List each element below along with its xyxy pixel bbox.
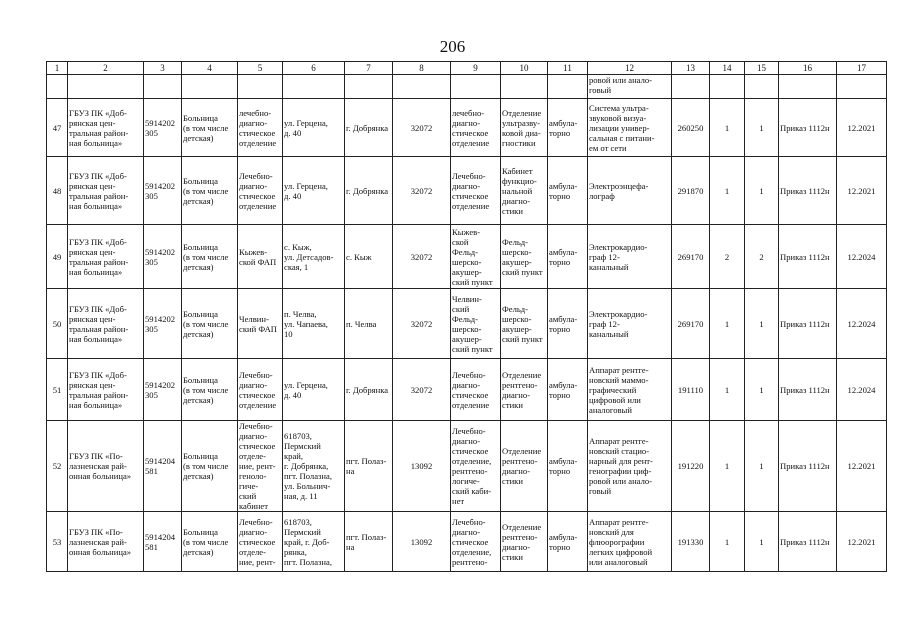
oktmo-code-cell: 13092 bbox=[393, 421, 451, 512]
column-header: 1 bbox=[47, 62, 68, 75]
organization-code-cell: 5914202 305 bbox=[144, 289, 182, 359]
department-cell: Лечебно- диагно- стическое отделение bbox=[238, 157, 283, 225]
settlement-cell: г. Добрянка bbox=[345, 99, 393, 157]
regulation-order-cell: Приказ 1112н bbox=[779, 421, 837, 512]
column-header: 8 bbox=[393, 62, 451, 75]
column-header: 15 bbox=[745, 62, 779, 75]
row-number-cell: 49 bbox=[47, 225, 68, 289]
structural-unit-cell: Кыжев- ской Фельд- шерско- акушер- ский пункт bbox=[451, 225, 501, 289]
organization-name-cell: ГБУЗ ПК «Доб- рянская цен- тральная район- ная больница» bbox=[68, 359, 144, 421]
delivery-date-cell: 12.2024 bbox=[837, 359, 887, 421]
equipment-name-cell: Аппарат рентге- новский стацио- нарный для рент- генографии циф- ровой или анало- говый bbox=[588, 421, 672, 512]
column-header: 9 bbox=[451, 62, 501, 75]
department-cell: Лечебно- диагно- стическое отделение bbox=[238, 359, 283, 421]
quantity-planned-cell: 1 bbox=[745, 512, 779, 572]
column-header: 14 bbox=[710, 62, 745, 75]
structural-unit-cell: Лечебно- диагно- стическое отделение bbox=[451, 157, 501, 225]
row-number-cell: 50 bbox=[47, 289, 68, 359]
table-row bbox=[47, 512, 887, 572]
organization-code-cell: 5914204 581 bbox=[144, 512, 182, 572]
quantity-required-cell: 1 bbox=[710, 157, 745, 225]
row-number-cell: 48 bbox=[47, 157, 68, 225]
equipment-code-cell: 191110 bbox=[672, 359, 710, 421]
table-row bbox=[47, 359, 887, 421]
structural-unit-cell: Челвин- ский Фельд- шерско- акушер- ский пункт bbox=[451, 289, 501, 359]
table-row bbox=[47, 421, 887, 512]
row-number-cell: 53 bbox=[47, 512, 68, 572]
oktmo-code-cell: 32072 bbox=[393, 359, 451, 421]
settlement-cell: г. Добрянка bbox=[345, 157, 393, 225]
quantity-planned-cell: 1 bbox=[745, 99, 779, 157]
continuation-equipment-text: ровой или анало- говый bbox=[588, 75, 672, 99]
facility-type-cell: Больница (в том числе детская) bbox=[182, 157, 238, 225]
oktmo-code-cell: 13092 bbox=[393, 512, 451, 572]
organization-code-cell: 5914202 305 bbox=[144, 225, 182, 289]
organization-code-cell: 5914204 581 bbox=[144, 421, 182, 512]
quantity-required-cell: 1 bbox=[710, 359, 745, 421]
equipment-code-cell: 269170 bbox=[672, 225, 710, 289]
row-number-cell: 47 bbox=[47, 99, 68, 157]
equipment-code-cell: 191220 bbox=[672, 421, 710, 512]
organization-code-cell: 5914202 305 bbox=[144, 99, 182, 157]
quantity-required-cell: 1 bbox=[710, 289, 745, 359]
department-cell: Кыжев- ской ФАП bbox=[238, 225, 283, 289]
oktmo-code-cell: 32072 bbox=[393, 289, 451, 359]
column-header: 4 bbox=[182, 62, 238, 75]
quantity-planned-cell: 1 bbox=[745, 421, 779, 512]
equipment-name-cell: Система ультра- звуковой визуа- лизации универ- сальная с питани- ем от сети bbox=[588, 99, 672, 157]
continuation-row bbox=[47, 75, 887, 99]
regulation-order-cell: Приказ 1112н bbox=[779, 157, 837, 225]
column-header-row bbox=[47, 62, 887, 75]
column-header: 17 bbox=[837, 62, 887, 75]
quantity-planned-cell: 1 bbox=[745, 157, 779, 225]
sub-unit-cell: Фельд- шерско- акушер- ский пункт bbox=[501, 289, 548, 359]
sub-unit-cell: Отделение рентгено- диагно- стики bbox=[501, 359, 548, 421]
organization-name-cell: ГБУЗ ПК «Доб- рянская цен- тральная район- ная больница» bbox=[68, 289, 144, 359]
column-header: 12 bbox=[588, 62, 672, 75]
care-form-cell: амбула- торно bbox=[548, 421, 588, 512]
facility-type-cell: Больница (в том числе детская) bbox=[182, 289, 238, 359]
organization-name-cell: ГБУЗ ПК «Доб- рянская цен- тральная район- ная больница» bbox=[68, 225, 144, 289]
department-cell: Лечебно- диагно- стическое отделе- ние, рент- bbox=[238, 512, 283, 572]
delivery-date-cell: 12.2021 bbox=[837, 99, 887, 157]
table-row bbox=[47, 225, 887, 289]
department-cell: Челвин- ский ФАП bbox=[238, 289, 283, 359]
care-form-cell: амбула- торно bbox=[548, 157, 588, 225]
oktmo-code-cell: 32072 bbox=[393, 225, 451, 289]
regulation-order-cell: Приказ 1112н bbox=[779, 289, 837, 359]
column-header: 13 bbox=[672, 62, 710, 75]
equipment-name-cell: Электрокардио- граф 12- канальный bbox=[588, 225, 672, 289]
table-row bbox=[47, 157, 887, 225]
delivery-date-cell: 12.2024 bbox=[837, 225, 887, 289]
address-cell: ул. Герцена, д. 40 bbox=[283, 359, 345, 421]
equipment-name-cell: Аппарат рентге- новский для флюорографии легких цифровой или аналоговый bbox=[588, 512, 672, 572]
organization-name-cell: ГБУЗ ПК «Доб- рянская цен- тральная район- ная больница» bbox=[68, 99, 144, 157]
address-cell: ул. Герцена, д. 40 bbox=[283, 99, 345, 157]
quantity-planned-cell: 1 bbox=[745, 289, 779, 359]
column-header: 11 bbox=[548, 62, 588, 75]
care-form-cell: амбула- торно bbox=[548, 359, 588, 421]
facility-type-cell: Больница (в том числе детская) bbox=[182, 225, 238, 289]
column-header: 16 bbox=[779, 62, 837, 75]
facility-type-cell: Больница (в том числе детская) bbox=[182, 359, 238, 421]
organization-name-cell: ГБУЗ ПК «По- лазненская рай- онная больница» bbox=[68, 512, 144, 572]
facility-type-cell: Больница (в том числе детская) bbox=[182, 512, 238, 572]
structural-unit-cell: Лечебно- диагно- стическое отделение bbox=[451, 359, 501, 421]
delivery-date-cell: 12.2021 bbox=[837, 157, 887, 225]
equipment-table bbox=[46, 61, 887, 572]
sub-unit-cell: Отделение рентгено- диагно- стики bbox=[501, 512, 548, 572]
column-header: 5 bbox=[238, 62, 283, 75]
settlement-cell: г. Добрянка bbox=[345, 359, 393, 421]
regulation-order-cell: Приказ 1112н bbox=[779, 359, 837, 421]
oktmo-code-cell: 32072 bbox=[393, 99, 451, 157]
address-cell: 618703, Пермский край, г. Добрянка, пгт. Полазна, ул. Больнич- ная, д. 11 bbox=[283, 421, 345, 512]
equipment-code-cell: 191330 bbox=[672, 512, 710, 572]
department-cell: лечебно- диагно- стическое отделение bbox=[238, 99, 283, 157]
regulation-order-cell: Приказ 1112н bbox=[779, 99, 837, 157]
quantity-required-cell: 1 bbox=[710, 421, 745, 512]
address-cell: п. Челва, ул. Чапаева, 10 bbox=[283, 289, 345, 359]
column-header: 10 bbox=[501, 62, 548, 75]
delivery-date-cell: 12.2024 bbox=[837, 289, 887, 359]
facility-type-cell: Больница (в том числе детская) bbox=[182, 99, 238, 157]
care-form-cell: амбула- торно bbox=[548, 225, 588, 289]
address-cell: с. Кыж, ул. Детсадов- ская, 1 bbox=[283, 225, 345, 289]
equipment-code-cell: 291870 bbox=[672, 157, 710, 225]
organization-code-cell: 5914202 305 bbox=[144, 157, 182, 225]
sub-unit-cell: Отделение ультразву- ковой диа- гностики bbox=[501, 99, 548, 157]
structural-unit-cell: Лечебно- диагно- стическое отделение, рентгено- логиче- ский каби- нет bbox=[451, 421, 501, 512]
table-row bbox=[47, 99, 887, 157]
address-cell: ул. Герцена, д. 40 bbox=[283, 157, 345, 225]
settlement-cell: с. Кыж bbox=[345, 225, 393, 289]
quantity-required-cell: 1 bbox=[710, 512, 745, 572]
row-number-cell: 51 bbox=[47, 359, 68, 421]
table-row bbox=[47, 289, 887, 359]
quantity-planned-cell: 2 bbox=[745, 225, 779, 289]
equipment-name-cell: Аппарат рентге- новский маммо- графический цифровой или аналоговый bbox=[588, 359, 672, 421]
care-form-cell: амбула- торно bbox=[548, 512, 588, 572]
organization-name-cell: ГБУЗ ПК «Доб- рянская цен- тральная район- ная больница» bbox=[68, 157, 144, 225]
column-header: 7 bbox=[345, 62, 393, 75]
column-header: 6 bbox=[283, 62, 345, 75]
regulation-order-cell: Приказ 1112н bbox=[779, 512, 837, 572]
equipment-code-cell: 269170 bbox=[672, 289, 710, 359]
organization-code-cell: 5914202 305 bbox=[144, 359, 182, 421]
quantity-planned-cell: 1 bbox=[745, 359, 779, 421]
facility-type-cell: Больница (в том числе детская) bbox=[182, 421, 238, 512]
equipment-name-cell: Электроэнцефа- лограф bbox=[588, 157, 672, 225]
sub-unit-cell: Кабинет функцио- нальной диагно- стики bbox=[501, 157, 548, 225]
settlement-cell: пгт. Полаз- на bbox=[345, 421, 393, 512]
structural-unit-cell: лечебно- диагно- стическое отделение bbox=[451, 99, 501, 157]
department-cell: Лечебно- диагно- стическое отделе- ние, рент- геноло- гиче- ский кабинет bbox=[238, 421, 283, 512]
regulation-order-cell: Приказ 1112н bbox=[779, 225, 837, 289]
delivery-date-cell: 12.2021 bbox=[837, 421, 887, 512]
sub-unit-cell: Отделение рентгено- диагно- стики bbox=[501, 421, 548, 512]
settlement-cell: пгт. Полаз- на bbox=[345, 512, 393, 572]
structural-unit-cell: Лечебно- диагно- стическое отделение, рентгено- bbox=[451, 512, 501, 572]
sub-unit-cell: Фельд- шерско- акушер- ский пункт bbox=[501, 225, 548, 289]
row-number-cell: 52 bbox=[47, 421, 68, 512]
care-form-cell: амбула- торно bbox=[548, 99, 588, 157]
settlement-cell: п. Челва bbox=[345, 289, 393, 359]
delivery-date-cell: 12.2021 bbox=[837, 512, 887, 572]
equipment-code-cell: 260250 bbox=[672, 99, 710, 157]
column-header: 3 bbox=[144, 62, 182, 75]
column-header: 2 bbox=[68, 62, 144, 75]
address-cell: 618703, Пермский край, г. Доб- рянка, пгт. Полазна, bbox=[283, 512, 345, 572]
organization-name-cell: ГБУЗ ПК «По- лазненская рай- онная больница» bbox=[68, 421, 144, 512]
oktmo-code-cell: 32072 bbox=[393, 157, 451, 225]
quantity-required-cell: 2 bbox=[710, 225, 745, 289]
equipment-name-cell: Электрокардио- граф 12- канальный bbox=[588, 289, 672, 359]
care-form-cell: амбула- торно bbox=[548, 289, 588, 359]
quantity-required-cell: 1 bbox=[710, 99, 745, 157]
page-number: 206 bbox=[439, 37, 466, 56]
